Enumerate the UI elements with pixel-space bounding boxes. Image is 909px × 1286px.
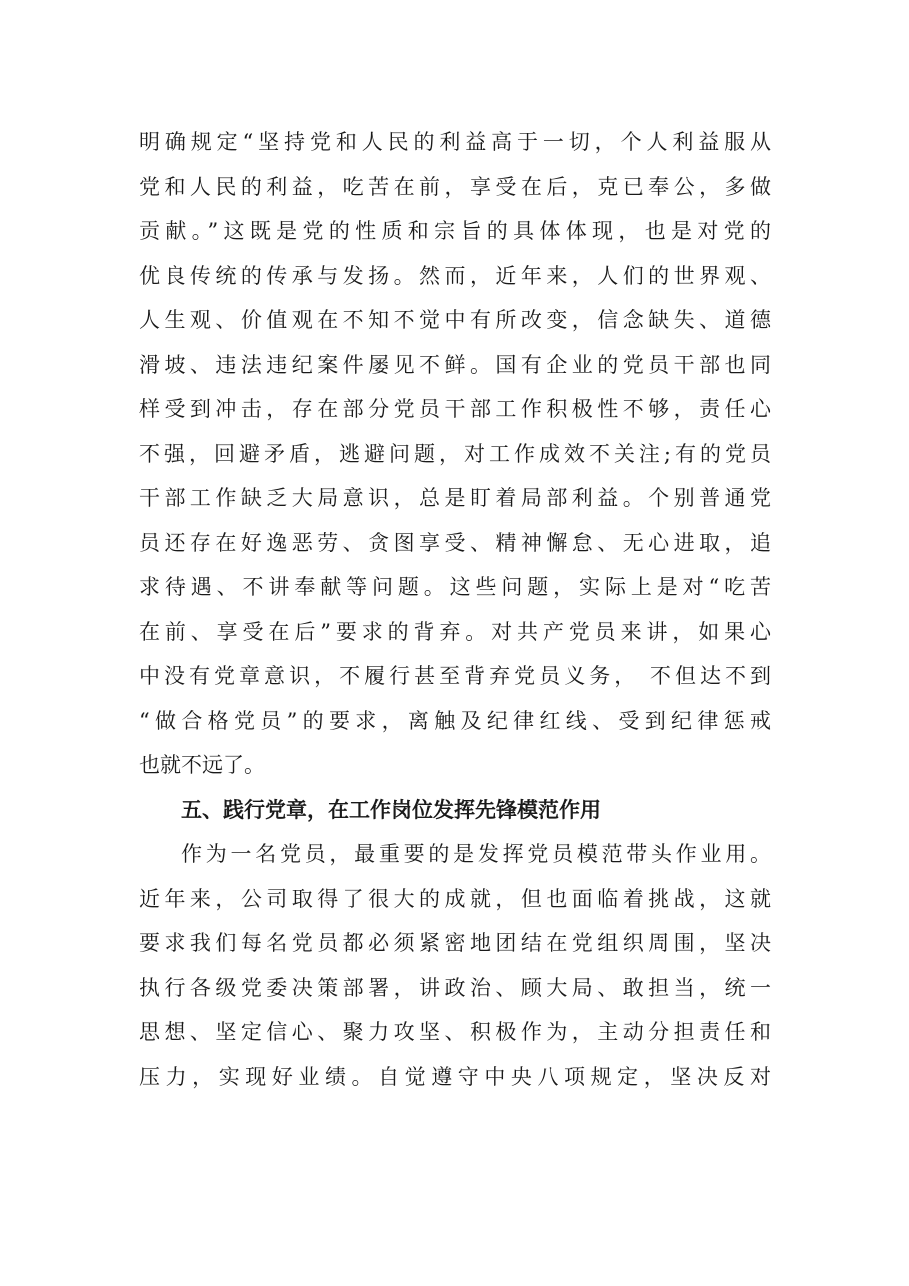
section-heading: 五、践行党章，在工作岗位发挥先锋模范作用 bbox=[181, 797, 601, 822]
text-line: 求待遇、不讲奉献等问题。这些问题，实际上是对“吃苦 bbox=[139, 575, 771, 599]
text-line: 滑坡、违法违纪案件屡见不鲜。国有企业的党员干部也同 bbox=[139, 352, 771, 377]
text-line: 也就不远了。 bbox=[139, 753, 265, 777]
paragraph-1 bbox=[139, 120, 771, 788]
text-line: 近年来，公司取得了很大的成就，但也面临着挑战，这就 bbox=[139, 886, 771, 911]
text-line: 执行各级党委决策部署，讲政治、顾大局、敢担当，统一 bbox=[139, 975, 771, 1000]
paragraph-2 bbox=[139, 832, 771, 1099]
text-line: 压力，实现好业绩。自觉遵守中央八项规定，坚决反对 bbox=[139, 1064, 771, 1089]
text-line: 人生观、价值观在不知不觉中有所改变，信念缺失、道德 bbox=[139, 308, 771, 332]
text-line: 优良传统的传承与发扬。然而，近年来，人们的世界观、 bbox=[139, 263, 771, 288]
text-line: 要求我们每名党员都必须紧密地团结在党组织周围，坚决 bbox=[139, 931, 771, 955]
text-line: 不强，回避矛盾，逃避问题，对工作成效不关注;有的党员 bbox=[139, 441, 771, 466]
text-line: 思想、坚定信心、聚力攻坚、积极作为，主动分担责任和 bbox=[139, 1020, 771, 1044]
text-line: “做合格党员”的要求，离触及纪律红线、受到纪律惩戒 bbox=[139, 708, 771, 733]
text-line: 作为一名党员，最重要的是发挥党员模范带头作业用。 bbox=[181, 842, 771, 866]
text-line: 在前、享受在后”要求的背弃。对共产党员来讲，如果心 bbox=[139, 619, 771, 644]
text-line: 员还存在好逸恶劳、贪图享受、精神懈怠、无心进取，追 bbox=[139, 530, 771, 555]
text-line: 中没有党章意识，不履行甚至背弃党员义务， 不但达不到 bbox=[139, 664, 771, 688]
text-line: 干部工作缺乏大局意识，总是盯着局部利益。个别普通党 bbox=[139, 486, 771, 510]
text-line: 样受到冲击，存在部分党员干部工作积极性不够，责任心 bbox=[139, 397, 771, 421]
text-line: 明确规定“坚持党和人民的利益高于一切，个人利益服从 bbox=[139, 130, 771, 154]
text-line: 党和人民的利益，吃苦在前，享受在后，克已奉公，多做 bbox=[139, 174, 771, 199]
document-body bbox=[139, 120, 771, 1099]
text-line: 贡献。”这既是党的性质和宗旨的具体体现，也是对党的 bbox=[139, 219, 771, 243]
